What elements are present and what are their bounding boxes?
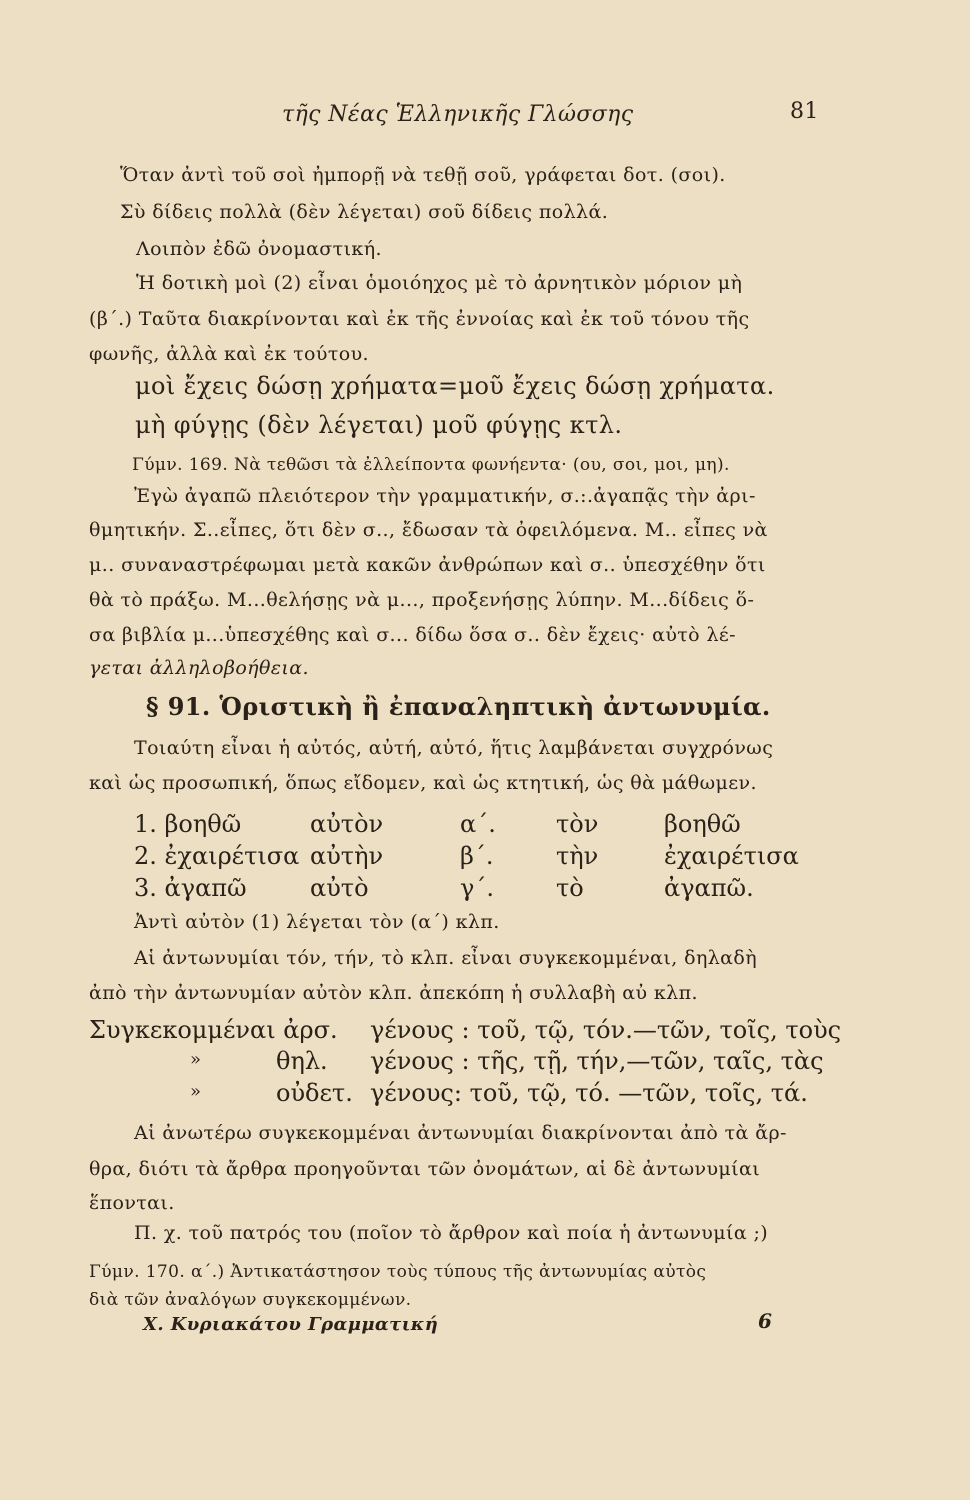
- table-cell: γένους : τῆς, τῇ, τήν,—τῶν, ταῖς, τὰς: [370, 1047, 824, 1075]
- table-cell: τὸν: [556, 810, 599, 838]
- text-line: Ὅταν ἀντὶ τοῦ σοὶ ἠμπορῇ νὰ τεθῇ σοῦ, γράφεται δοτ. (σοι).: [120, 164, 726, 186]
- running-header: τῆς Νέας Ἑλληνικῆς Γλώσσης: [282, 102, 634, 127]
- table-cell: θηλ.: [276, 1047, 328, 1075]
- table-cell: ἐχαιρέτισα: [664, 842, 799, 870]
- text-line: Λοιπὸν ἐδῶ ὀνομαστική.: [136, 238, 382, 260]
- table-cell: ἀγαπῶ.: [664, 874, 754, 902]
- page-number: 81: [790, 99, 819, 124]
- table-cell: αὐτὸν: [310, 810, 384, 838]
- text-line: θρα, διότι τὰ ἄρθρα προηγοῦνται τῶν ὀνομάτων, αἱ δὲ ἀντωνυμίαι: [89, 1158, 761, 1180]
- table-cell: 1. βοηθῶ: [134, 810, 242, 838]
- text-line: Ἀντὶ αὐτὸν (1) λέγεται τὸν (α΄) κλπ.: [134, 911, 500, 933]
- text-line: ἕπονται.: [89, 1192, 175, 1214]
- text-line: Ἐγὼ ἀγαπῶ πλειότερον τὴν γραμματικήν, σ.:.ἀγαπᾷς τὴν ἀρι-: [134, 485, 756, 507]
- table-cell: γ΄.: [460, 874, 494, 902]
- text-line: Σὺ δίδεις πολλὰ (δὲν λέγεται) σοῦ δίδεις πολλά.: [120, 201, 609, 223]
- text-line: (β΄.) Ταῦτα διακρίνονται καὶ ἐκ τῆς ἐννοίας καὶ ἐκ τοῦ τόνου τῆς: [89, 308, 750, 330]
- text-line: θὰ τὸ πράξω. Μ...θελήσῃς νὰ μ..., προξενήσῃς λύπην. Μ...δίδεις ὅ-: [89, 589, 755, 611]
- table-cell: βοηθῶ: [664, 810, 741, 838]
- text-line: μ.. συναναστρέφωμαι μετὰ κακῶν ἀνθρώπων καὶ σ.. ὑπεσχέθην ὅτι: [89, 554, 766, 576]
- text-line: Αἱ ἀνωτέρω συγκεκομμέναι ἀντωνυμίαι διακρίνονται ἀπὸ τὰ ἄρ-: [134, 1122, 787, 1144]
- signature-mark: 6: [758, 1309, 773, 1333]
- text-line: γεται ἀλληλοβοήθεια.: [89, 657, 309, 679]
- table-cell: β΄.: [460, 842, 494, 870]
- text-line: Αἱ ἀντωνυμίαι τόν, τήν, τὸ κλπ. εἶναι συγκεκομμέναι, δηλαδὴ: [134, 947, 758, 969]
- table-cell: γένους: τοῦ, τῷ, τό. —τῶν, τοῖς, τά.: [370, 1079, 808, 1107]
- table-cell: τὴν: [556, 842, 599, 870]
- text-line: καὶ ὡς προσωπική, ὅπως εἴδομεν, καὶ ὡς κτητική, ὡς θὰ μάθωμεν.: [89, 772, 757, 794]
- text-line: θμητικήν. Σ..εἶπες, ὅτι δὲν σ.., ἔδωσαν τὰ ὀφειλόμενα. Μ.. εἶπες νὰ: [89, 519, 768, 541]
- section-heading: § 91. Ὁριστικὴ ἢ ἐπαναληπτικὴ ἀντωνυμία.: [146, 692, 771, 721]
- text-line: σα βιβλία μ...ὑπεσχέθης καὶ σ... δίδω ὅσα σ.. δὲν ἔχεις· αὐτὸ λέ-: [89, 624, 736, 646]
- text-line: φωνῆς, ἀλλὰ καὶ ἐκ τούτου.: [89, 343, 369, 365]
- text-line: Π. χ. τοῦ πατρός του (ποῖον τὸ ἄρθρον καὶ ποία ἡ ἀντωνυμία ;): [134, 1222, 769, 1244]
- table-cell: αὐτὸ: [310, 874, 369, 902]
- table-cell: Συγκεκομμέναι ἀρσ.: [89, 1016, 338, 1044]
- table-cell: 2. ἐχαιρέτισα: [134, 842, 300, 870]
- text-line: διὰ τῶν ἀναλόγων συγκεκομμένων.: [89, 1290, 412, 1310]
- exercise-heading: Γύμν. 170. α΄.) Ἀντικατάστησον τοὺς τύπους τῆς ἀντωνυμίας αὐτὸς: [89, 1262, 707, 1282]
- example-line: μὴ φύγῃς (δὲν λέγεται) μοῦ φύγῃς κτλ.: [135, 411, 623, 439]
- table-cell: τὸ: [556, 874, 584, 902]
- ditto-mark: »: [190, 1049, 202, 1070]
- text-line: Τοιαύτη εἶναι ἡ αὐτός, αὐτή, αὐτό, ἥτις λαμβάνεται συγχρόνως: [134, 737, 774, 759]
- text-line: ἀπὸ τὴν ἀντωνυμίαν αὐτὸν κλπ. ἀπεκόπη ἡ συλλαβὴ αὐ κλπ.: [89, 982, 698, 1004]
- ditto-mark: »: [190, 1081, 202, 1102]
- table-cell: 3. ἀγαπῶ: [134, 874, 247, 902]
- example-line: μοὶ ἔχεις δώσῃ χρήματα=μοῦ ἔχεις δώσῃ χρήματα.: [135, 372, 775, 400]
- text-line: Ἡ δοτικὴ μοὶ (2) εἶναι ὁμοιόηχος μὲ τὸ ἀρνητικὸν μόριον μὴ: [136, 272, 743, 294]
- exercise-heading: Γύμν. 169. Νὰ τεθῶσι τὰ ἐλλείποντα φωνήεντα· (ου, σοι, μοι, μη).: [132, 455, 730, 475]
- table-cell: αὐτὴν: [310, 842, 384, 870]
- table-cell: οὐδετ.: [276, 1079, 353, 1107]
- footer-signature: Χ. Κυριακάτου Γραμματική: [143, 1314, 439, 1335]
- table-cell: α΄.: [460, 810, 496, 838]
- table-cell: γένους : τοῦ, τῷ, τόν.—τῶν, τοῖς, τοὺς: [370, 1016, 842, 1044]
